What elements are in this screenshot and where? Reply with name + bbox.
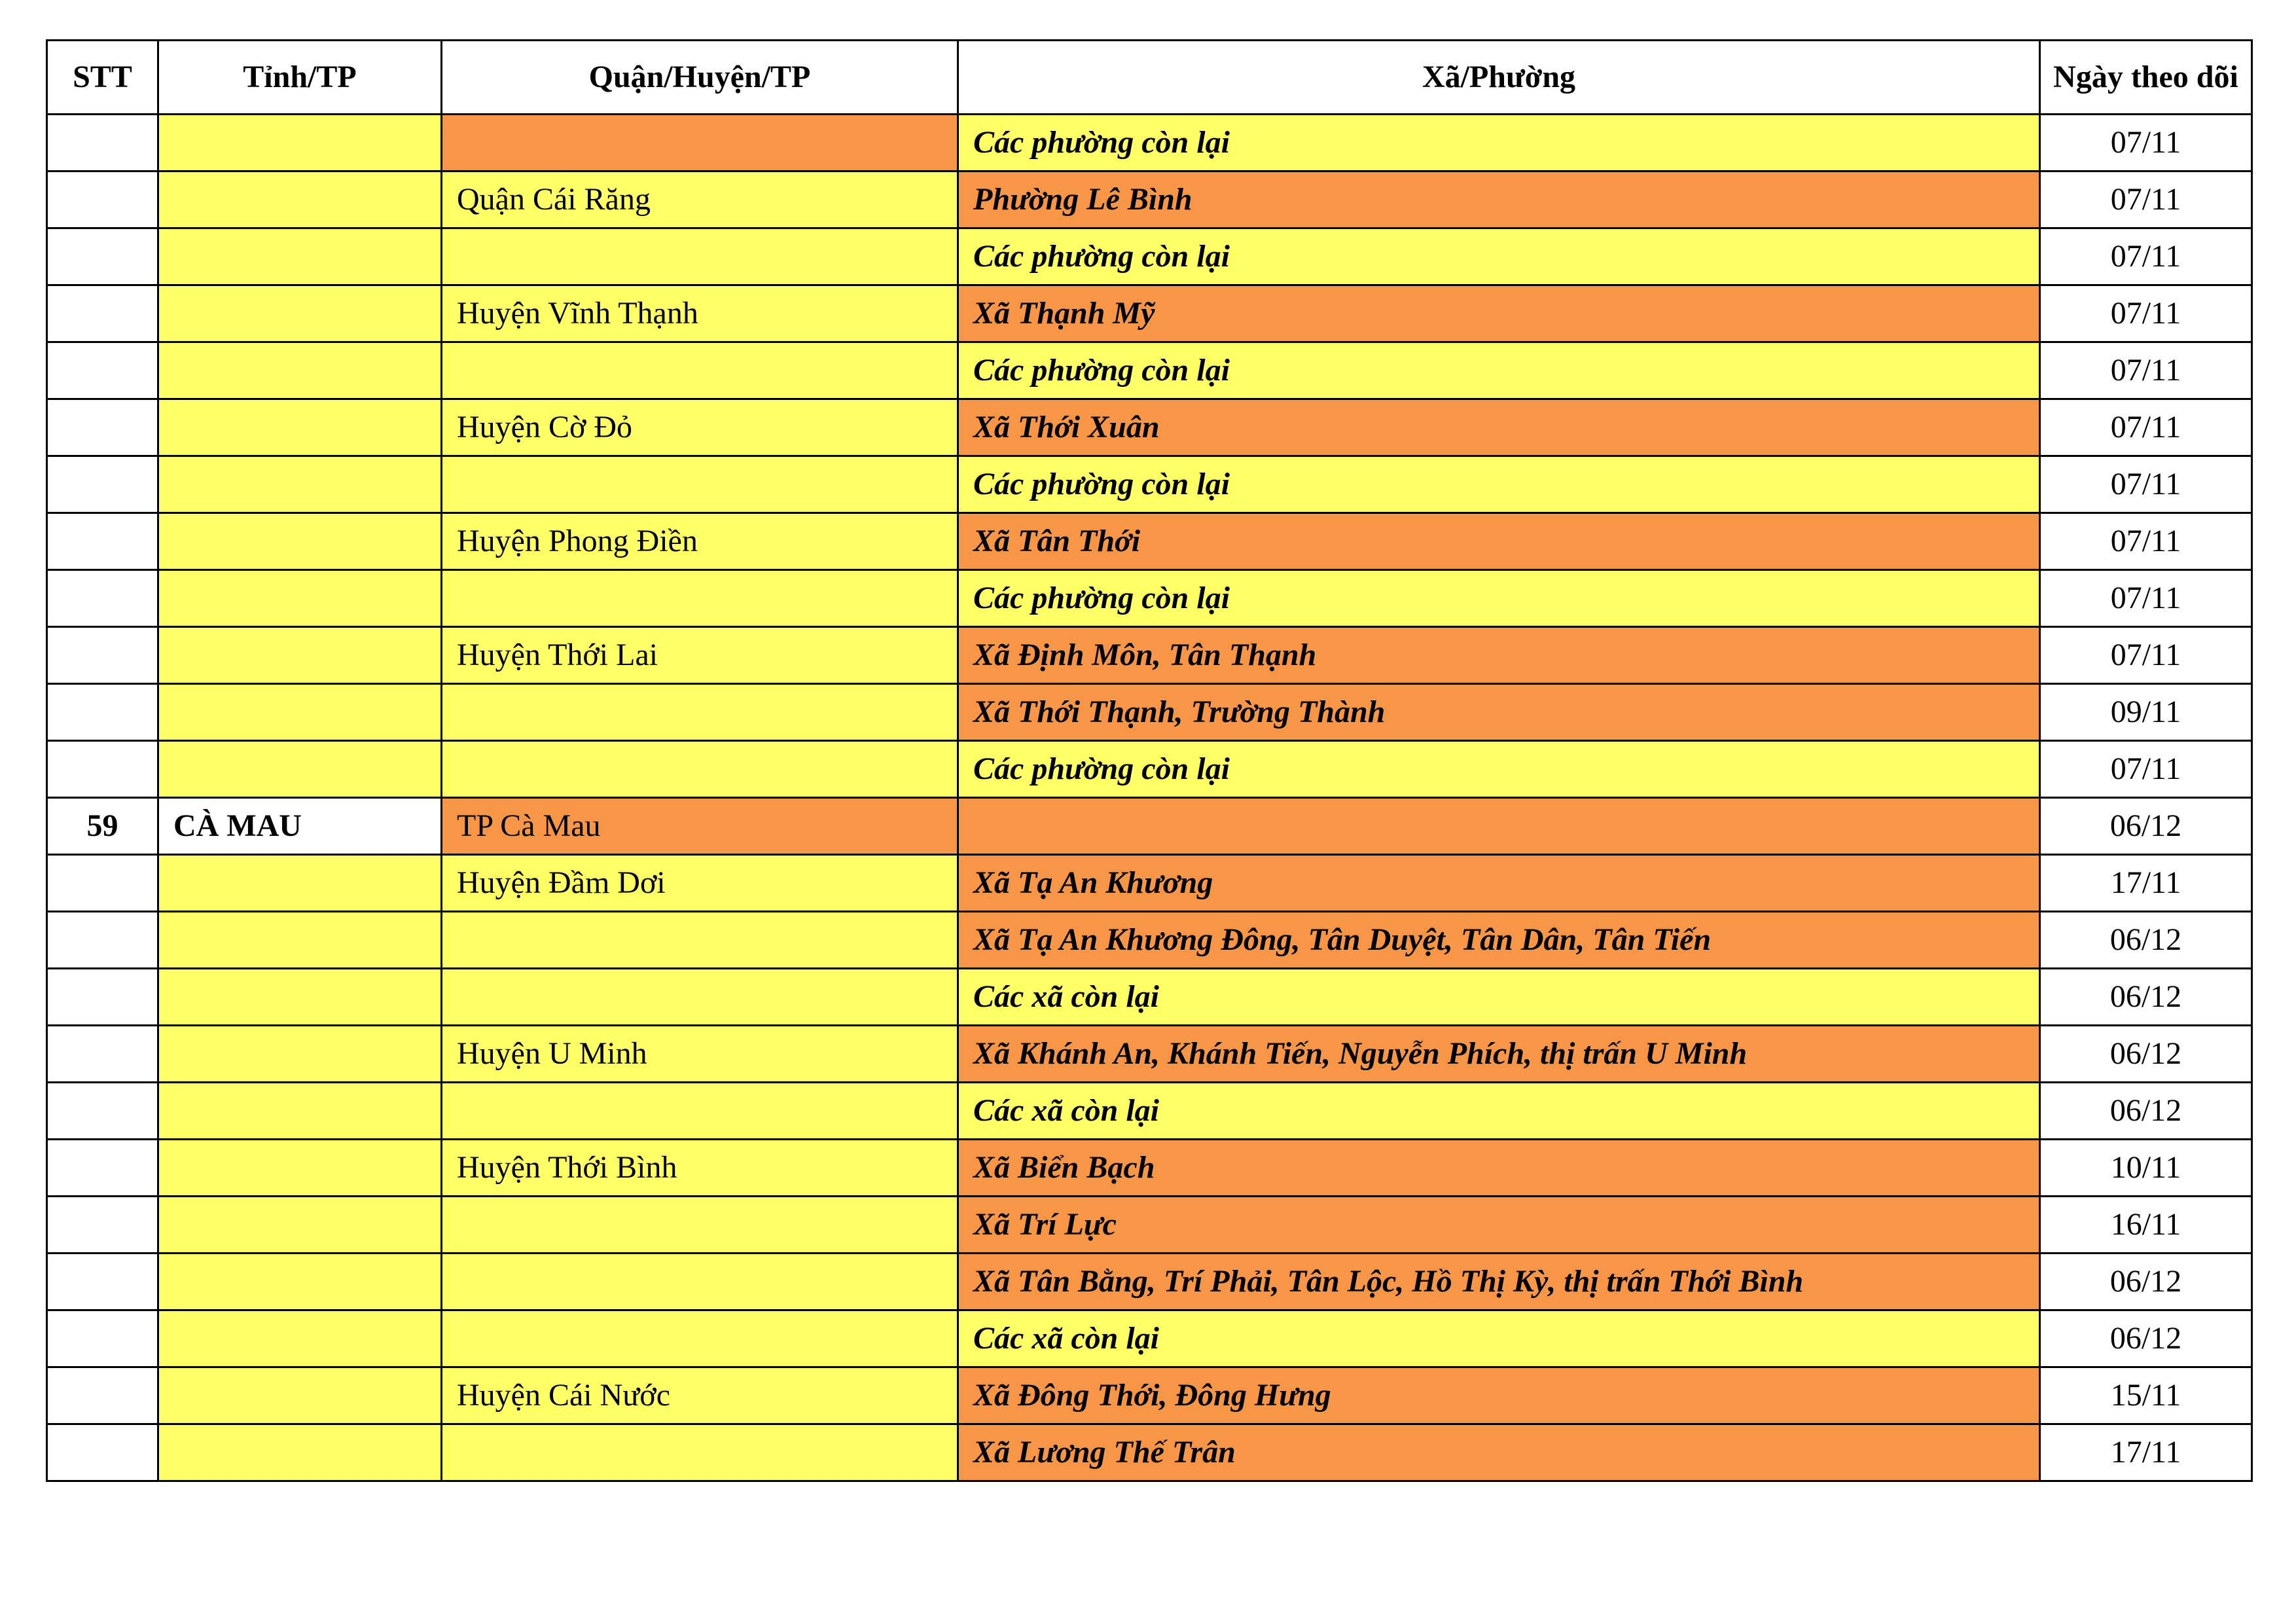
date-cell: 07/11 xyxy=(2040,627,2252,684)
header-ward: Xã/Phường xyxy=(958,41,2040,115)
province-cell xyxy=(158,456,442,513)
table-body xyxy=(47,115,2252,1481)
date-cell: 06/12 xyxy=(2040,969,2252,1026)
district-cell xyxy=(442,741,958,798)
table-row xyxy=(47,1197,2252,1254)
province-cell xyxy=(158,855,442,912)
stt-cell xyxy=(47,1254,158,1310)
stt-cell xyxy=(47,627,158,684)
header-province: Tỉnh/TP xyxy=(158,41,442,115)
table-row xyxy=(47,399,2252,456)
table-row xyxy=(47,171,2252,228)
table-row xyxy=(47,969,2252,1026)
table-row xyxy=(47,1083,2252,1140)
district-cell: Huyện Thới Lai xyxy=(442,627,958,684)
date-cell: 06/12 xyxy=(2040,1254,2252,1310)
date-cell: 07/11 xyxy=(2040,342,2252,399)
ward-cell: Các xã còn lại xyxy=(958,1083,2040,1140)
ward-cell: Xã Lương Thế Trân xyxy=(958,1424,2040,1481)
province-cell xyxy=(158,285,442,342)
district-cell xyxy=(442,115,958,171)
stt-cell xyxy=(47,115,158,171)
province-cell: CÀ MAU xyxy=(158,798,442,855)
province-cell xyxy=(158,912,442,969)
stt-cell: 59 xyxy=(47,798,158,855)
province-cell xyxy=(158,171,442,228)
ward-cell xyxy=(958,798,2040,855)
table-row xyxy=(47,456,2252,513)
ward-cell: Xã Định Môn, Tân Thạnh xyxy=(958,627,2040,684)
ward-cell: Xã Tân Thới xyxy=(958,513,2040,570)
province-cell xyxy=(158,1026,442,1083)
date-cell: 06/12 xyxy=(2040,912,2252,969)
ward-cell: Xã Trí Lực xyxy=(958,1197,2040,1254)
table-row xyxy=(47,741,2252,798)
table-row xyxy=(47,115,2252,171)
province-cell xyxy=(158,1197,442,1254)
ward-cell: Xã Tạ An Khương xyxy=(958,855,2040,912)
district-cell xyxy=(442,456,958,513)
date-cell: 07/11 xyxy=(2040,570,2252,627)
district-cell: Huyện Cái Nước xyxy=(442,1367,958,1424)
date-cell: 06/12 xyxy=(2040,1083,2252,1140)
province-cell xyxy=(158,570,442,627)
stt-cell xyxy=(47,912,158,969)
header-row xyxy=(47,41,2252,115)
stt-cell xyxy=(47,969,158,1026)
district-cell xyxy=(442,570,958,627)
district-cell: Quận Cái Răng xyxy=(442,171,958,228)
district-cell xyxy=(442,912,958,969)
table-row xyxy=(47,1140,2252,1197)
district-cell xyxy=(442,1310,958,1367)
table-row xyxy=(47,855,2252,912)
ward-cell: Các phường còn lại xyxy=(958,570,2040,627)
table-row xyxy=(47,798,2252,855)
ward-cell: Xã Thạnh Mỹ xyxy=(958,285,2040,342)
ward-cell: Các phường còn lại xyxy=(958,456,2040,513)
stt-cell xyxy=(47,513,158,570)
district-cell: Huyện Đầm Dơi xyxy=(442,855,958,912)
district-cell xyxy=(442,342,958,399)
stt-cell xyxy=(47,1424,158,1481)
stt-cell xyxy=(47,1367,158,1424)
table-row xyxy=(47,1254,2252,1310)
ward-cell: Các phường còn lại xyxy=(958,228,2040,285)
table-row xyxy=(47,1424,2252,1481)
header-district: Quận/Huyện/TP xyxy=(442,41,958,115)
table-row xyxy=(47,228,2252,285)
date-cell: 07/11 xyxy=(2040,285,2252,342)
province-cell xyxy=(158,1310,442,1367)
province-cell xyxy=(158,1083,442,1140)
ward-cell: Xã Tạ An Khương Đông, Tân Duyệt, Tân Dân, Tân Tiến xyxy=(958,912,2040,969)
table-row xyxy=(47,513,2252,570)
province-cell xyxy=(158,969,442,1026)
stt-cell xyxy=(47,228,158,285)
table-row xyxy=(47,912,2252,969)
district-cell xyxy=(442,969,958,1026)
date-cell: 07/11 xyxy=(2040,228,2252,285)
date-cell: 07/11 xyxy=(2040,171,2252,228)
stt-cell xyxy=(47,1197,158,1254)
stt-cell xyxy=(47,285,158,342)
district-cell xyxy=(442,1083,958,1140)
date-cell: 17/11 xyxy=(2040,855,2252,912)
province-cell xyxy=(158,1424,442,1481)
date-cell: 15/11 xyxy=(2040,1367,2252,1424)
stt-cell xyxy=(47,456,158,513)
stt-cell xyxy=(47,399,158,456)
date-cell: 06/12 xyxy=(2040,798,2252,855)
province-cell xyxy=(158,1367,442,1424)
district-cell xyxy=(442,1254,958,1310)
ward-cell: Xã Tân Bằng, Trí Phải, Tân Lộc, Hồ Thị Kỳ, thị trấn Thới Bình xyxy=(958,1254,2040,1310)
district-cell: Huyện U Minh xyxy=(442,1026,958,1083)
ward-cell: Các phường còn lại xyxy=(958,115,2040,171)
table-row xyxy=(47,684,2252,741)
ward-cell: Các xã còn lại xyxy=(958,1310,2040,1367)
ward-cell: Các phường còn lại xyxy=(958,342,2040,399)
table-row xyxy=(47,627,2252,684)
table-header xyxy=(47,41,2252,115)
province-cell xyxy=(158,1140,442,1197)
district-cell: Huyện Vĩnh Thạnh xyxy=(442,285,958,342)
stt-cell xyxy=(47,342,158,399)
date-cell: 06/12 xyxy=(2040,1026,2252,1083)
date-cell: 16/11 xyxy=(2040,1197,2252,1254)
ward-cell: Xã Khánh An, Khánh Tiến, Nguyễn Phích, thị trấn U Minh xyxy=(958,1026,2040,1083)
stt-cell xyxy=(47,1140,158,1197)
ward-cell: Xã Thới Xuân xyxy=(958,399,2040,456)
district-cell: TP Cà Mau xyxy=(442,798,958,855)
header-stt: STT xyxy=(47,41,158,115)
date-cell: 07/11 xyxy=(2040,513,2252,570)
province-cell xyxy=(158,115,442,171)
province-cell xyxy=(158,627,442,684)
table-row xyxy=(47,1026,2252,1083)
stt-cell xyxy=(47,741,158,798)
province-cell xyxy=(158,342,442,399)
date-cell: 07/11 xyxy=(2040,399,2252,456)
date-cell: 07/11 xyxy=(2040,115,2252,171)
province-cell xyxy=(158,1254,442,1310)
district-cell xyxy=(442,1197,958,1254)
ward-cell: Xã Thới Thạnh, Trường Thành xyxy=(958,684,2040,741)
date-cell: 07/11 xyxy=(2040,456,2252,513)
ward-cell: Xã Đông Thới, Đông Hưng xyxy=(958,1367,2040,1424)
date-cell: 10/11 xyxy=(2040,1140,2252,1197)
stt-cell xyxy=(47,684,158,741)
ward-cell: Các xã còn lại xyxy=(958,969,2040,1026)
table-row xyxy=(47,1310,2252,1367)
stt-cell xyxy=(47,171,158,228)
table-row xyxy=(47,570,2252,627)
date-cell: 06/12 xyxy=(2040,1310,2252,1367)
ward-cell: Các phường còn lại xyxy=(958,741,2040,798)
province-cell xyxy=(158,228,442,285)
ward-cell: Xã Biển Bạch xyxy=(958,1140,2040,1197)
district-cell xyxy=(442,228,958,285)
stt-cell xyxy=(47,1310,158,1367)
district-cell: Huyện Phong Điền xyxy=(442,513,958,570)
stt-cell xyxy=(47,570,158,627)
date-cell: 07/11 xyxy=(2040,741,2252,798)
monitoring-table xyxy=(46,39,2253,1482)
district-cell xyxy=(442,1424,958,1481)
district-cell: Huyện Cờ Đỏ xyxy=(442,399,958,456)
stt-cell xyxy=(47,1083,158,1140)
date-cell: 09/11 xyxy=(2040,684,2252,741)
table-row xyxy=(47,285,2252,342)
ward-cell: Phường Lê Bình xyxy=(958,171,2040,228)
district-cell: Huyện Thới Bình xyxy=(442,1140,958,1197)
table-row xyxy=(47,1367,2252,1424)
date-cell: 17/11 xyxy=(2040,1424,2252,1481)
header-date: Ngày theo dõi xyxy=(2040,41,2252,115)
province-cell xyxy=(158,399,442,456)
province-cell xyxy=(158,513,442,570)
stt-cell xyxy=(47,1026,158,1083)
province-cell xyxy=(158,684,442,741)
stt-cell xyxy=(47,855,158,912)
district-cell xyxy=(442,684,958,741)
table-row xyxy=(47,342,2252,399)
province-cell xyxy=(158,741,442,798)
